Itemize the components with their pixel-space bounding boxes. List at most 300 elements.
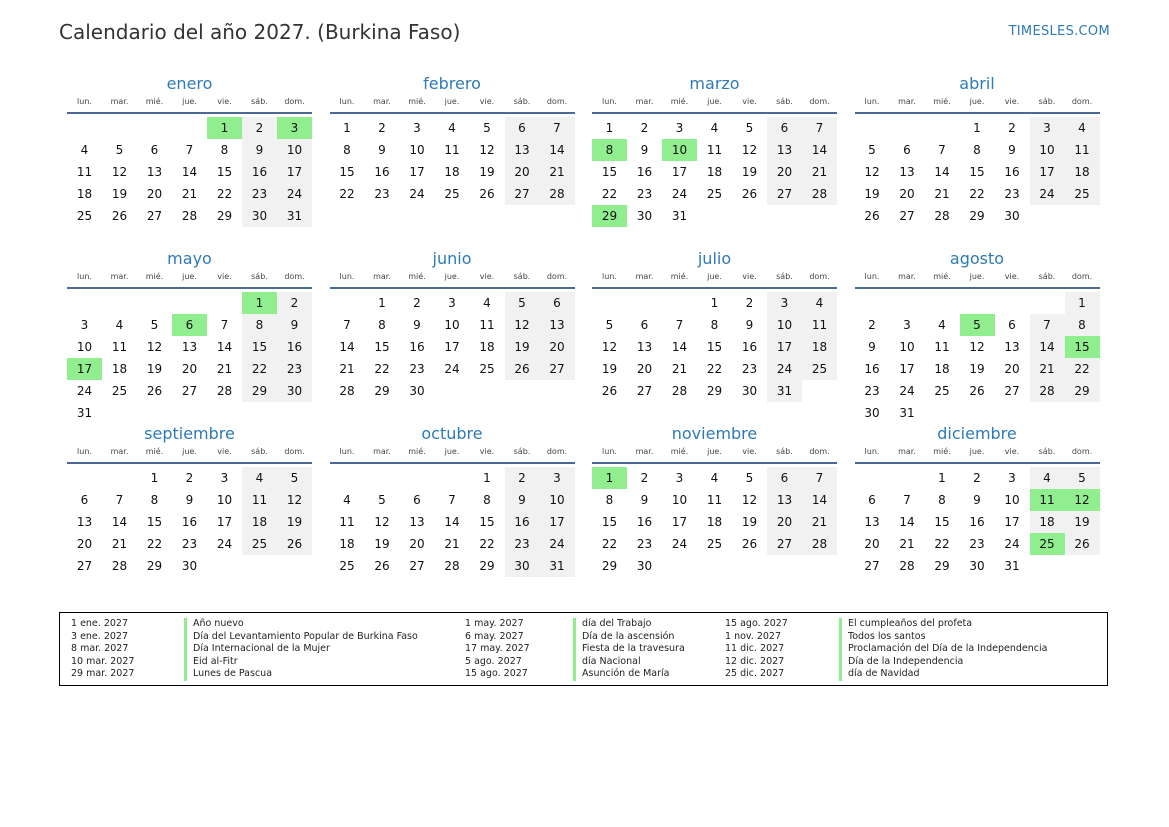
weekday-label: lun. [77,272,92,281]
empty-cell [400,467,435,489]
day-cell: 26 [505,358,540,380]
day-cell: 23 [636,537,653,551]
day-cell: 10 [76,340,93,354]
day-cell: 17 [1004,515,1020,529]
month-name: junio [432,249,472,268]
day-cell: 14 [671,340,688,354]
day-cell: 8 [938,493,946,507]
day-cell: 20 [181,362,198,376]
day-cell: 19 [479,165,495,179]
weekday-label: vie. [479,272,495,281]
empty-cell [890,117,925,139]
weekday-label: dom. [1071,97,1093,106]
day-cell: 4 [1065,117,1100,139]
day-cell: 20 [1004,362,1020,376]
day-cell: 12 [479,143,495,157]
weekday-label: mié. [933,272,951,281]
weekday-label: mié. [408,97,426,106]
weekday-label: vie. [479,97,495,106]
day-cell: 3 [220,471,229,485]
holiday-name: Eid al-Fitr [184,656,453,669]
day-cell: 19 [1065,511,1100,533]
days-grid [855,292,1100,424]
day-cell: 8 [242,314,277,336]
weekday-label: mié. [933,97,951,106]
day-cell: 15 [601,515,618,529]
weekday-header [855,270,1100,284]
weekday-label: vie. [217,447,232,456]
day-cell: 16 [181,515,198,529]
day-cell: 27 [505,183,540,205]
day-cell: 23 [277,358,312,380]
day-cell: 13 [899,165,915,179]
holiday-name: Todos los santos [839,631,1109,644]
day-cell: 14 [1030,336,1065,358]
month-block-4 [67,248,312,423]
legend-item [453,631,714,644]
day-cell: 5 [745,121,754,135]
day-cell: 13 [767,489,802,511]
day-cell: 26 [1065,533,1100,555]
day-cell: 24 [671,187,688,201]
day-cell: 3 [1008,471,1016,485]
month-block-10 [592,423,837,577]
holiday-day-cell: 6 [172,314,207,336]
weekday-label: sáb. [1038,447,1056,456]
day-cell: 31 [671,209,688,223]
weekday-label: lun. [339,97,355,106]
day-cell: 7 [115,493,124,507]
empty-cell [960,292,995,314]
day-cell: 15 [146,515,163,529]
days-grid [330,467,575,577]
day-cell: 23 [636,187,653,201]
day-cell: 7 [802,467,837,489]
day-cell: 6 [1008,318,1016,332]
day-cell: 22 [339,187,355,201]
weekday-label: sáb. [1038,272,1056,281]
day-cell: 22 [146,537,163,551]
month-block-1 [330,73,575,248]
weekday-label: dom. [546,447,568,456]
weekday-label: mar. [898,272,916,281]
day-cell: 26 [601,384,618,398]
days-grid [592,467,837,577]
empty-cell [67,467,102,489]
legend-column [453,618,714,685]
day-cell: 25 [706,187,723,201]
holiday-day-cell: 17 [67,358,102,380]
weekday-header [855,95,1100,109]
day-cell: 12 [741,493,758,507]
holiday-day-cell: 1 [592,467,627,489]
day-cell: 5 [1065,467,1100,489]
day-cell: 12 [741,143,758,157]
day-cell: 25 [339,559,355,573]
weekday-label: jue. [707,447,722,456]
day-cell: 22 [1065,358,1100,380]
day-cell: 18 [479,340,495,354]
month-block-6 [592,248,837,423]
day-cell: 7 [448,493,456,507]
day-cell: 16 [864,362,880,376]
weekday-label: sáb. [776,447,793,456]
day-cell: 13 [181,340,198,354]
holiday-day-cell: 25 [1030,533,1065,555]
holiday-name: Día del Levantamiento Popular de Burkina Faso [184,631,453,644]
day-cell: 3 [80,318,89,332]
days-grid [855,467,1100,577]
day-cell: 2 [973,471,981,485]
weekday-header [67,95,312,109]
weekday-header [592,445,837,459]
holiday-name: día del Trabajo [573,618,714,631]
day-cell: 6 [505,117,540,139]
day-cell: 24 [899,384,915,398]
empty-cell [925,292,960,314]
days-grid [592,117,837,227]
legend-item [60,656,453,669]
weekday-label: mar. [373,97,391,106]
day-cell: 1 [483,471,491,485]
day-cell: 25 [479,362,495,376]
weekday-header [67,270,312,284]
day-cell: 22 [601,537,618,551]
day-cell: 26 [479,187,495,201]
day-cell: 30 [636,559,653,573]
holiday-date: 29 mar. 2027 [71,668,135,679]
day-cell: 21 [1030,358,1065,380]
day-cell: 31 [76,406,93,420]
day-cell: 2 [185,471,194,485]
day-cell: 22 [601,187,618,201]
day-cell: 15 [706,340,723,354]
empty-cell [67,292,102,314]
day-cell: 30 [636,209,653,223]
day-cell: 13 [505,139,540,161]
day-cell: 24 [216,537,233,551]
legend-item [60,618,453,631]
day-cell: 2 [413,296,421,310]
weekday-label: vie. [1004,272,1020,281]
day-cell: 30 [181,559,198,573]
month-divider [592,287,837,289]
day-cell: 21 [934,187,950,201]
month-block-0 [67,73,312,248]
day-cell: 14 [540,139,575,161]
day-cell: 12 [601,340,618,354]
holiday-date: 8 mar. 2027 [71,643,129,654]
day-cell: 5 [605,318,614,332]
holiday-date: 17 may. 2027 [465,643,530,654]
legend-item [453,668,714,681]
day-cell: 26 [741,187,758,201]
day-cell: 20 [540,336,575,358]
holiday-date: 15 ago. 2027 [725,618,788,629]
month-block-5 [330,248,575,423]
weekday-label: dom. [284,447,305,456]
legend-item [453,643,714,656]
day-cell: 5 [115,143,124,157]
day-cell: 9 [745,318,754,332]
weekday-label: sáb. [776,97,793,106]
weekday-label: mié. [670,272,689,281]
weekday-label: jue. [969,447,985,456]
day-cell: 18 [111,362,128,376]
month-name: julio [697,249,732,268]
day-cell: 7 [185,143,194,157]
page-title: Calendario del año 2027. (Burkina Faso) [59,20,461,44]
day-cell: 20 [899,187,915,201]
day-cell: 20 [76,537,93,551]
weekday-label: jue. [182,272,197,281]
holiday-day-cell: 10 [662,139,697,161]
holiday-date: 15 ago. 2027 [465,668,528,679]
day-cell: 9 [868,340,876,354]
days-grid [67,117,312,227]
day-cell: 20 [409,537,425,551]
day-cell: 7 [343,318,351,332]
day-cell: 17 [216,515,233,529]
day-cell: 17 [671,165,688,179]
day-cell: 19 [741,515,758,529]
day-cell: 16 [741,340,758,354]
weekday-header [592,95,837,109]
weekday-label: mar. [110,447,129,456]
site-link[interactable]: TIMESLES.COM [1008,24,1110,39]
day-cell: 2 [1008,121,1016,135]
day-cell: 15 [339,165,355,179]
weekday-label: jue. [182,97,197,106]
day-cell: 30 [741,384,758,398]
weekday-label: mar. [373,272,391,281]
month-divider [330,287,575,289]
day-cell: 15 [934,515,950,529]
day-cell: 3 [767,292,802,314]
day-cell: 2 [378,121,386,135]
day-cell: 6 [150,143,159,157]
day-cell: 28 [111,559,128,573]
day-cell: 27 [146,209,163,223]
months-grid [67,73,1107,577]
day-cell: 28 [540,183,575,205]
day-cell: 28 [934,209,950,223]
empty-cell [855,292,890,314]
holiday-day-cell: 15 [1065,336,1100,358]
day-cell: 4 [80,143,89,157]
day-cell: 12 [505,314,540,336]
day-cell: 24 [277,183,312,205]
day-cell: 24 [671,537,688,551]
day-cell: 24 [1030,183,1065,205]
day-cell: 25 [1065,183,1100,205]
day-cell: 23 [1004,187,1020,201]
day-cell: 5 [483,121,491,135]
day-cell: 11 [339,515,355,529]
day-cell: 7 [540,117,575,139]
day-cell: 16 [242,161,277,183]
weekday-header [330,445,575,459]
day-cell: 9 [640,493,649,507]
day-cell: 15 [969,165,985,179]
day-cell: 24 [540,533,575,555]
weekday-label: sáb. [513,272,531,281]
day-cell: 14 [339,340,355,354]
holiday-name: El cumpleaños del profeta [839,618,1109,631]
day-cell: 18 [706,165,723,179]
day-cell: 23 [505,533,540,555]
day-cell: 29 [146,559,163,573]
day-cell: 5 [868,143,876,157]
day-cell: 11 [706,143,723,157]
legend-item [60,643,453,656]
weekday-label: vie. [217,97,232,106]
empty-cell [172,117,207,139]
day-cell: 1 [710,296,719,310]
day-cell: 25 [111,384,128,398]
day-cell: 3 [675,121,684,135]
weekday-header [330,95,575,109]
day-cell: 17 [671,515,688,529]
day-cell: 22 [374,362,390,376]
day-cell: 29 [934,559,950,573]
day-cell: 19 [111,187,128,201]
day-cell: 6 [903,143,911,157]
day-cell: 9 [185,493,194,507]
day-cell: 15 [479,515,495,529]
weekday-label: lun. [864,272,880,281]
day-cell: 13 [409,515,425,529]
day-cell: 25 [802,358,837,380]
day-cell: 25 [444,187,460,201]
weekday-label: mar. [898,447,916,456]
month-divider [330,112,575,114]
month-name: octubre [421,424,483,443]
empty-cell [435,467,470,489]
weekday-label: sáb. [513,447,531,456]
day-cell: 26 [374,559,390,573]
day-cell: 10 [540,489,575,511]
holiday-day-cell: 3 [277,117,312,139]
weekday-label: mié. [408,272,426,281]
day-cell: 20 [864,537,880,551]
day-cell: 6 [80,493,89,507]
day-cell: 14 [934,165,950,179]
holiday-name: Día de la ascensión [573,631,714,644]
day-cell: 8 [150,493,159,507]
weekday-label: lun. [602,97,617,106]
empty-cell [662,292,697,314]
day-cell: 11 [934,340,950,354]
day-cell: 4 [710,121,719,135]
weekday-label: dom. [546,97,568,106]
day-cell: 28 [899,559,915,573]
day-cell: 27 [636,384,653,398]
empty-cell [102,117,137,139]
day-cell: 30 [242,205,277,227]
day-cell: 14 [802,139,837,161]
empty-cell [172,292,207,314]
day-cell: 27 [767,183,802,205]
month-name: abril [959,74,995,93]
day-cell: 8 [483,493,491,507]
day-cell: 21 [339,362,355,376]
day-cell: 11 [76,165,93,179]
day-cell: 8 [378,318,386,332]
weekday-label: dom. [284,272,305,281]
day-cell: 23 [969,537,985,551]
day-cell: 15 [216,165,233,179]
day-cell: 13 [540,314,575,336]
month-name: agosto [949,249,1005,268]
holiday-day-cell: 1 [207,117,242,139]
empty-cell [137,117,172,139]
day-cell: 19 [601,362,618,376]
weekday-label: sáb. [251,447,268,456]
day-cell: 4 [242,467,277,489]
day-cell: 11 [802,314,837,336]
day-cell: 14 [181,165,198,179]
weekday-label: jue. [707,97,722,106]
empty-cell [67,117,102,139]
day-cell: 13 [864,515,880,529]
day-cell: 3 [903,318,911,332]
day-cell: 12 [146,340,163,354]
day-cell: 1 [938,471,946,485]
day-cell: 22 [969,187,985,201]
weekday-label: vie. [742,97,757,106]
weekday-label: mié. [933,447,951,456]
empty-cell [102,292,137,314]
day-cell: 4 [115,318,124,332]
day-cell: 7 [903,493,911,507]
day-cell: 14 [802,489,837,511]
weekday-label: lun. [864,447,880,456]
day-cell: 16 [505,511,540,533]
day-cell: 5 [745,471,754,485]
day-cell: 3 [413,121,421,135]
day-cell: 10 [671,493,688,507]
weekday-label: mié. [145,97,164,106]
day-cell: 27 [1004,384,1020,398]
weekday-label: vie. [1004,97,1020,106]
day-cell: 21 [802,161,837,183]
month-divider [592,112,837,114]
day-cell: 21 [802,511,837,533]
weekday-label: sáb. [251,272,268,281]
month-name: mayo [167,249,212,268]
day-cell: 23 [741,362,758,376]
day-cell: 27 [409,559,425,573]
weekday-label: lun. [339,272,355,281]
day-cell: 3 [675,471,684,485]
day-cell: 21 [444,537,460,551]
day-cell: 21 [216,362,233,376]
month-name: marzo [689,74,740,93]
days-grid [330,117,575,205]
day-cell: 25 [242,533,277,555]
empty-cell [890,467,925,489]
day-cell: 28 [1030,380,1065,402]
day-cell: 12 [111,165,128,179]
day-cell: 24 [767,358,802,380]
day-cell: 1 [378,296,386,310]
day-cell: 30 [969,559,985,573]
day-cell: 19 [374,537,390,551]
month-block-7 [855,248,1100,423]
legend-column [714,618,1109,685]
day-cell: 5 [150,318,159,332]
